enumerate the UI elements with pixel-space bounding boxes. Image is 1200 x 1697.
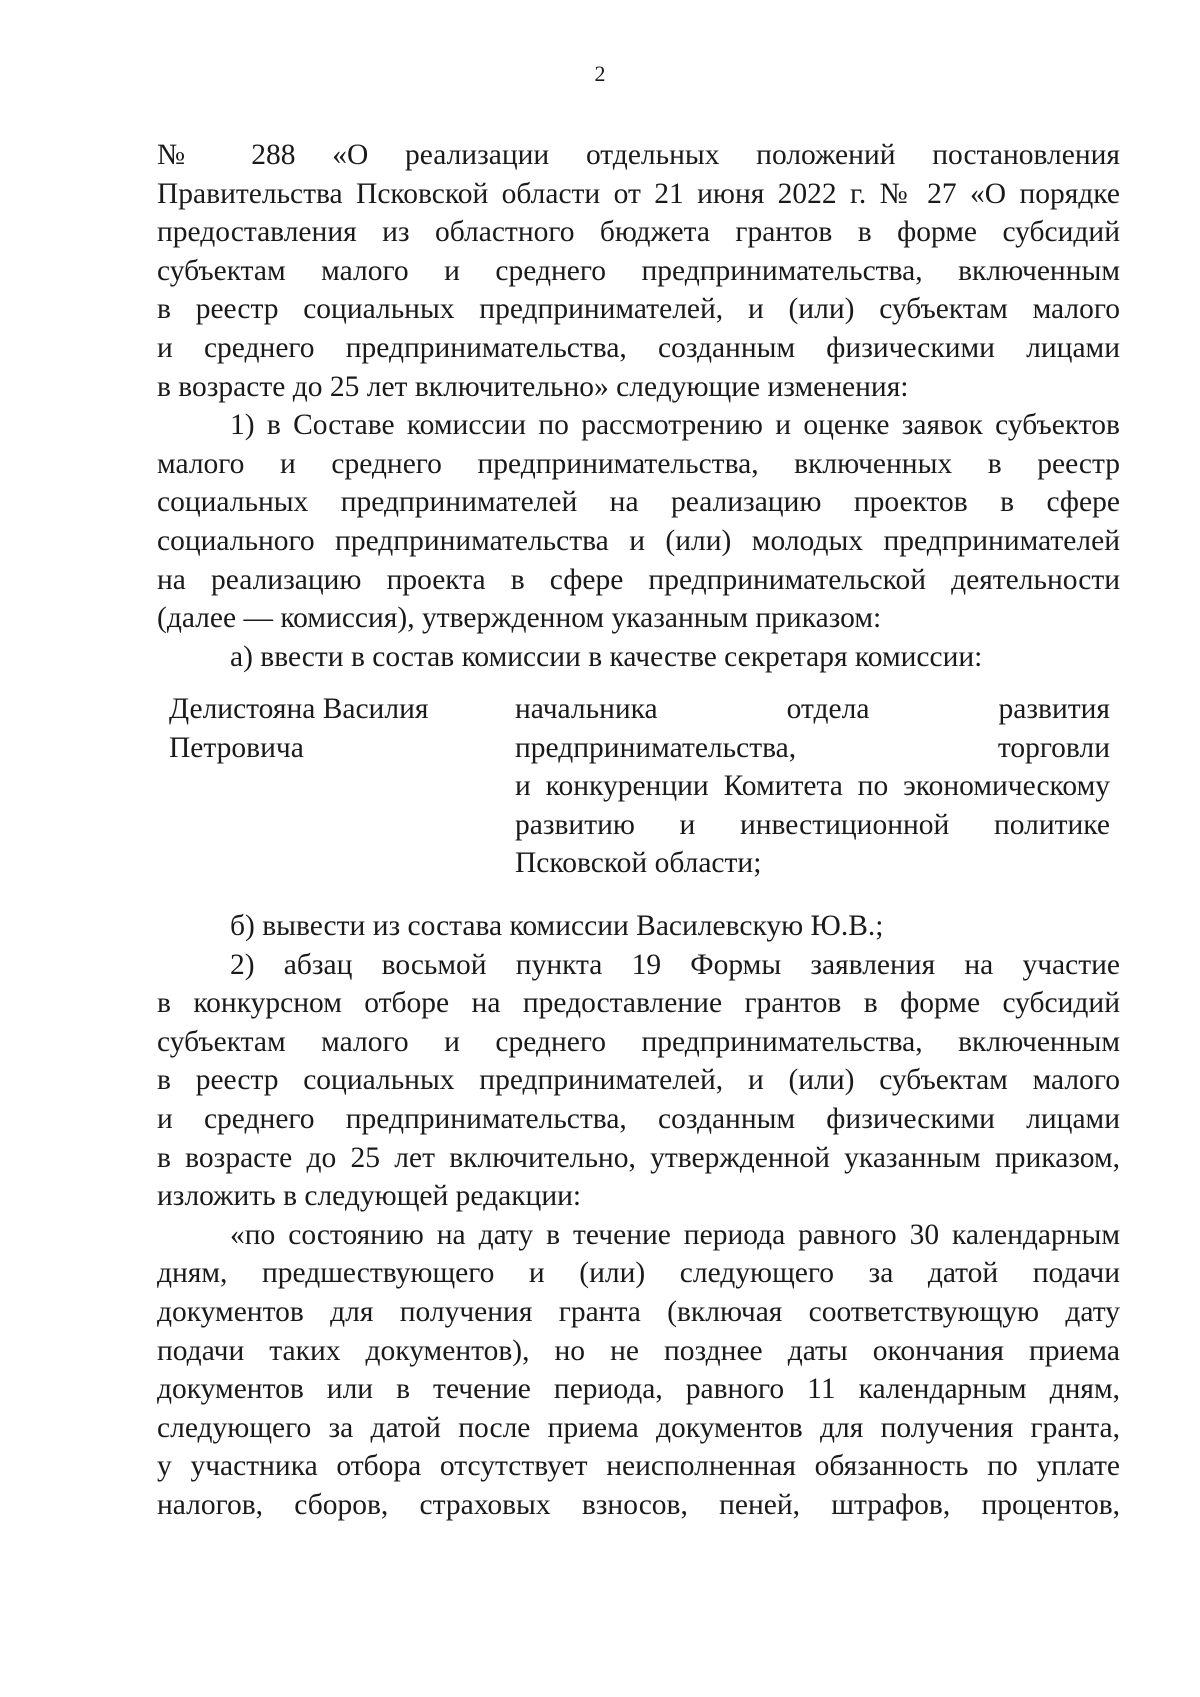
text-line: 2) абзац восьмой пункта 19 Формы заявления на участие <box>230 948 1120 981</box>
text-line: (далее — комиссия), утвержденном указанным приказом: <box>157 602 882 635</box>
page-number: 2 <box>594 61 606 86</box>
text-line: в возрасте до 25 лет включительно» следующие изменения: <box>157 370 909 403</box>
appointee-position-line: предпринимательства, торговли <box>515 731 1110 764</box>
text-line: на реализацию проекта в сфере предпринимательской деятельности <box>157 563 1120 596</box>
text-line: субъектам малого и среднего предпринимательства, включенным <box>157 254 1120 287</box>
text-line: в конкурсном отборе на предоставление грантов в форме субсидий <box>157 987 1120 1020</box>
text-line: 1) в Составе комиссии по рассмотрению и оценке заявок субъектов <box>230 409 1120 442</box>
appointee-name <box>169 690 469 767</box>
text-line: б) вывести из состава комиссии Василевскую Ю.В.; <box>230 910 884 942</box>
appointee-position-line: и конкуренции Комитета по экономическому <box>515 770 1110 803</box>
appointee-position-line: Псковской области; <box>515 847 762 880</box>
text-line: подачи таких документов), но не позднее даты окончания приема <box>157 1334 1120 1367</box>
text-line: предоставления из областного бюджета грантов в форме субсидий <box>157 216 1120 249</box>
text-line: в реестр социальных предпринимателей, и (или) субъектам малого <box>157 293 1120 326</box>
text-line: Правительства Псковской области от 21 июня 2022 г. № 27 «О порядке <box>157 177 1120 210</box>
text-line: и среднего предпринимательства, созданным физическими лицами <box>157 331 1120 364</box>
text-line: социального предпринимательства и (или) молодых предпринимателей <box>157 524 1120 557</box>
text-line: документов или в течение периода, равного 11 календарным дням, <box>157 1373 1120 1406</box>
text-line: в реестр социальных предпринимателей, и (или) субъектам малого <box>157 1064 1120 1097</box>
appointee-position-line: начальника отдела развития <box>515 693 1110 725</box>
text-line: № 288 «О реализации отдельных положений постановления <box>157 139 1120 171</box>
appointee-name-line: Делистояна Василия <box>169 693 429 725</box>
appointee-position <box>515 690 1110 883</box>
text-line: малого и среднего предпринимательства, включенных в реестр <box>157 447 1120 480</box>
appointee-position-line: развитию и инвестиционной политике <box>515 808 1110 841</box>
text-line: изложить в следующей редакции: <box>157 1180 582 1213</box>
text-line: в возрасте до 25 лет включительно, утвержденной указанным приказом, <box>157 1141 1120 1174</box>
order-text-upper <box>157 136 1120 676</box>
text-line: документов для получения гранта (включая соответствующую дату <box>157 1295 1120 1328</box>
text-line: дням, предшествующего и (или) следующего за датой подачи <box>157 1257 1120 1290</box>
text-line: социальных предпринимателей на реализацию проектов в сфере <box>157 486 1120 519</box>
order-text-lower <box>157 907 1120 1525</box>
text-line: «по состоянию на дату в течение периода равного 30 календарным <box>230 1218 1120 1251</box>
text-line: следующего за датой после приема документов для получения гранта, <box>157 1411 1120 1444</box>
text-line: субъектам малого и среднего предпринимательства, включенным <box>157 1025 1120 1058</box>
text-line: а) ввести в состав комиссии в качестве секретаря комиссии: <box>230 640 983 673</box>
text-line: у участника отбора отсутствует неисполненная обязанность по уплате <box>157 1450 1120 1483</box>
text-line: налогов, сборов, страховых взносов, пеней, штрафов, процентов, <box>157 1488 1120 1521</box>
appointee-name-line: Петровича <box>169 731 304 764</box>
text-line: и среднего предпринимательства, созданным физическими лицами <box>157 1102 1120 1135</box>
